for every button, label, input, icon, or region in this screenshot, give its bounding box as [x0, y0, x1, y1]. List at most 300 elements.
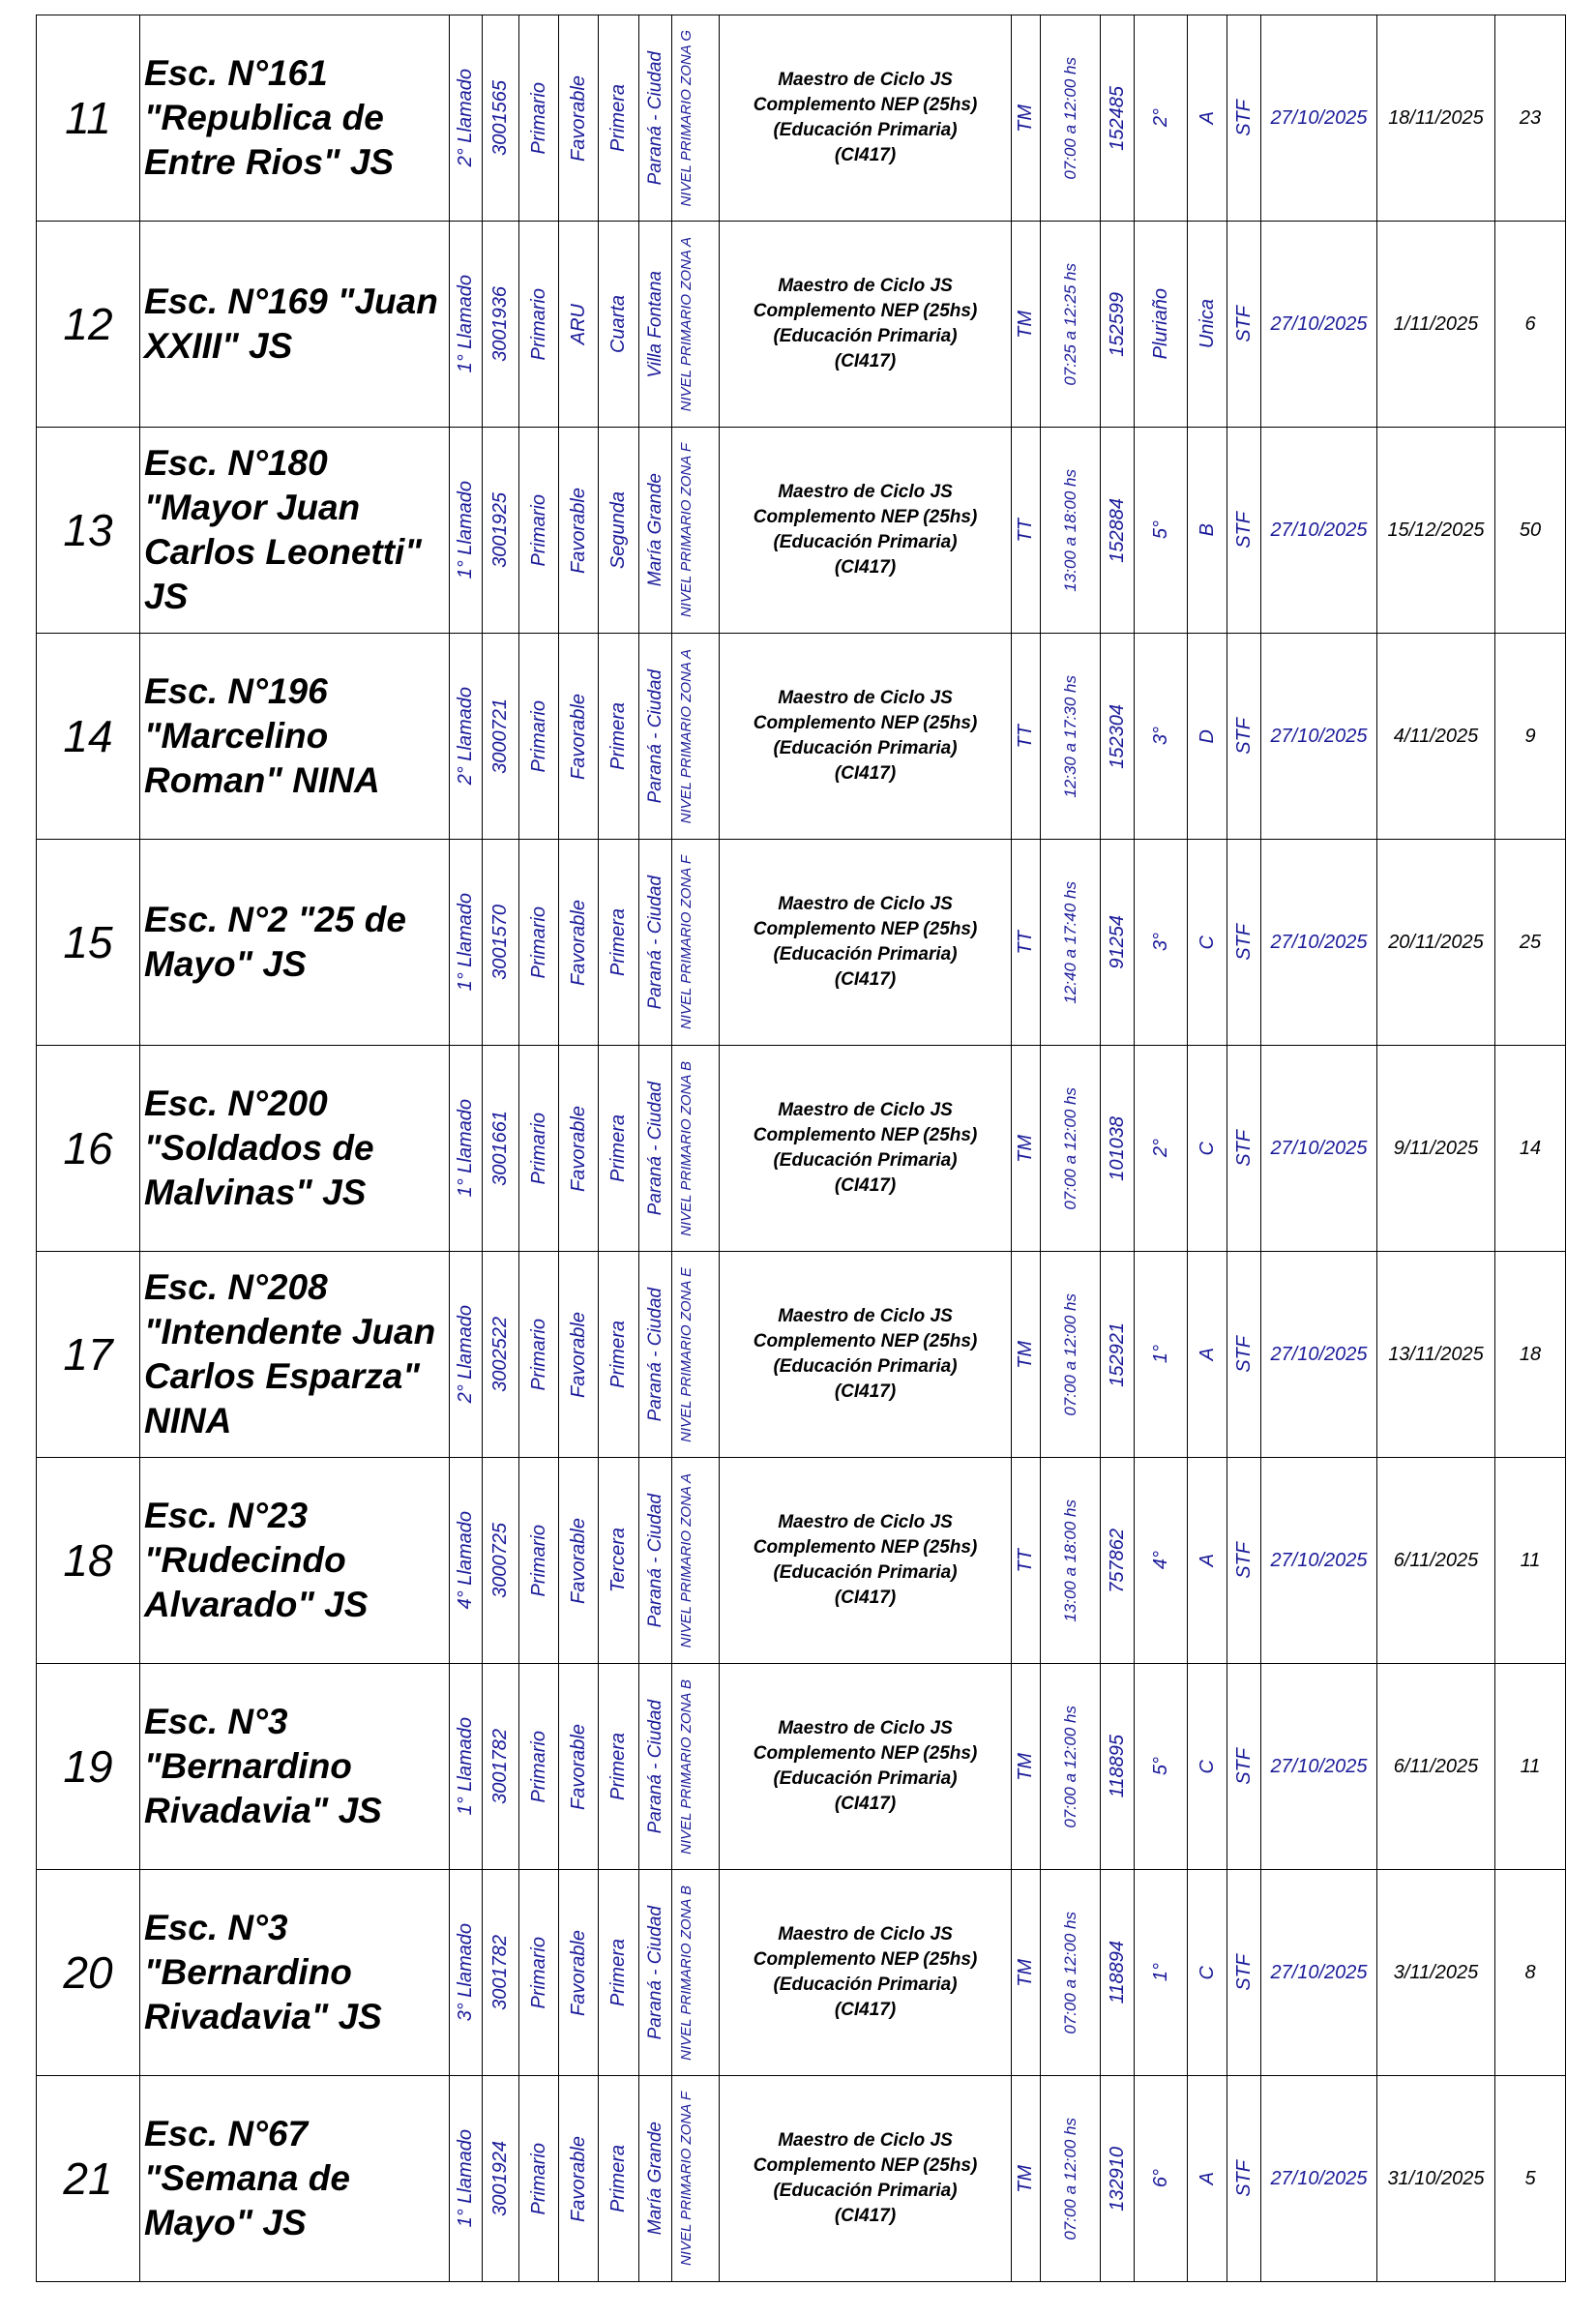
position-line: Complemento NEP (25hs) [753, 919, 978, 939]
schedule: 07:00 a 12:00 hs [1060, 1086, 1079, 1210]
cupof-cell [1101, 222, 1135, 428]
locality-cell [639, 634, 672, 840]
category-cell [599, 1046, 639, 1252]
start-date: 27/10/2025 [1261, 1664, 1377, 1870]
locality: Paraná - Ciudad [644, 50, 665, 186]
school-name: Esc. N°2 "25 de Mayo" JS [140, 840, 450, 1046]
call-number: 1° Llamado [455, 275, 476, 373]
position-line: (CI417) [834, 1381, 897, 1402]
schedule: 12:30 a 17:30 hs [1060, 674, 1079, 798]
level-cell [519, 15, 559, 222]
category-cell [599, 1458, 639, 1664]
level-cell [519, 1458, 559, 1664]
grade: 6° [1149, 2169, 1171, 2188]
call-number: 2° Llamado [455, 1305, 476, 1404]
position-line: (Educación Primaria) [773, 326, 958, 346]
locality-cell [639, 1870, 672, 2076]
category-cell [599, 1252, 639, 1458]
zone-type-cell [559, 840, 599, 1046]
call-cell [450, 2076, 483, 2282]
schedule: 07:00 a 12:00 hs [1060, 2117, 1079, 2241]
section-cell [1188, 2076, 1227, 2282]
section: A [1196, 1554, 1218, 1567]
grade-cell [1135, 1664, 1188, 1870]
character: STF [1232, 1954, 1255, 1991]
grade: 5° [1149, 1757, 1171, 1776]
supervision-cell [672, 15, 720, 222]
shift: TT [1015, 930, 1036, 955]
row-number: 17 [37, 1252, 140, 1458]
level-cell [519, 634, 559, 840]
position-cell [720, 1870, 1012, 2076]
school-code: 3001925 [489, 492, 511, 568]
schedule-cell [1041, 2076, 1101, 2282]
character-cell [1227, 1252, 1261, 1458]
school-name: Esc. N°161 "Republica de Entre Rios" JS [140, 15, 450, 222]
section-cell [1188, 1870, 1227, 2076]
call-cell [450, 1664, 483, 1870]
shift: TM [1015, 1752, 1036, 1781]
category: Primera [607, 907, 629, 976]
character-cell [1227, 428, 1261, 634]
days-count: 23 [1495, 15, 1566, 222]
end-date: 3/11/2025 [1377, 1870, 1495, 2076]
zone-type: Favorable [567, 2135, 589, 2222]
section: C [1196, 1759, 1218, 1774]
call-number: 4° Llamado [455, 1511, 476, 1610]
cupof: 152304 [1106, 703, 1128, 769]
school-code: 3001924 [489, 2141, 511, 2216]
grade: 3° [1149, 933, 1171, 952]
end-date: 13/11/2025 [1377, 1252, 1495, 1458]
schedule: 07:00 a 12:00 hs [1060, 1705, 1079, 1828]
locality: Villa Fontana [644, 270, 665, 378]
shift-cell [1012, 1046, 1041, 1252]
cupof: 152485 [1106, 85, 1128, 151]
supervision-cell [672, 634, 720, 840]
shift-cell [1012, 1870, 1041, 2076]
level-cell [519, 428, 559, 634]
position-line: Complemento NEP (25hs) [753, 507, 978, 527]
cupof: 757862 [1106, 1528, 1128, 1593]
vacancies-table [36, 15, 1566, 2282]
shift: TM [1015, 1340, 1036, 1369]
position-cell [720, 634, 1012, 840]
call-cell [450, 1458, 483, 1664]
section-cell [1188, 840, 1227, 1046]
character: STF [1232, 718, 1255, 755]
character: STF [1232, 1336, 1255, 1373]
school-code: 3001661 [489, 1111, 511, 1186]
level-cell [519, 1870, 559, 2076]
school-code: 3000725 [489, 1523, 511, 1598]
code-cell [483, 1046, 519, 1252]
code-cell [483, 1252, 519, 1458]
locality: Paraná - Ciudad [644, 875, 665, 1010]
character-cell [1227, 840, 1261, 1046]
end-date: 4/11/2025 [1377, 634, 1495, 840]
position-line: Maestro de Ciclo JS [778, 276, 953, 296]
table-row [37, 15, 1566, 222]
cupof-cell [1101, 1458, 1135, 1664]
grade-cell [1135, 15, 1188, 222]
position-line: (CI417) [834, 1175, 897, 1196]
supervision: NIVEL PRIMARIO ZONA F [678, 854, 695, 1030]
call-number: 2° Llamado [455, 69, 476, 167]
level: Primario [527, 1318, 549, 1391]
locality: María Grande [644, 473, 665, 587]
school-name: Esc. N°180 "Mayor Juan Carlos Leonetti" JS [140, 428, 450, 634]
supervision: NIVEL PRIMARIO ZONA B [678, 1678, 695, 1855]
cupof: 101038 [1106, 1115, 1128, 1181]
call-number: 2° Llamado [455, 687, 476, 786]
table-row [37, 840, 1566, 1046]
locality-cell [639, 840, 672, 1046]
level: Primario [527, 493, 549, 567]
zone-type: Favorable [567, 1105, 589, 1192]
supervision: NIVEL PRIMARIO ZONA E [678, 1266, 695, 1442]
character-cell [1227, 1046, 1261, 1252]
supervision-cell [672, 1252, 720, 1458]
call-cell [450, 222, 483, 428]
row-number: 20 [37, 1870, 140, 2076]
character: STF [1232, 512, 1255, 549]
position-line: Complemento NEP (25hs) [753, 1125, 978, 1145]
schedule: 13:00 a 18:00 hs [1060, 1499, 1079, 1622]
grade: 2° [1149, 1139, 1171, 1158]
position-cell [720, 1252, 1012, 1458]
position-line: Maestro de Ciclo JS [778, 1924, 953, 1945]
grade-cell [1135, 1870, 1188, 2076]
start-date: 27/10/2025 [1261, 2076, 1377, 2282]
code-cell [483, 634, 519, 840]
zone-type: Favorable [567, 693, 589, 780]
category: Primera [607, 1732, 629, 1800]
school-name: Esc. N°208 "Intendente Juan Carlos Esparza" NINA [140, 1252, 450, 1458]
zone-type-cell [559, 2076, 599, 2282]
position-line: (CI417) [834, 557, 897, 578]
call-cell [450, 1252, 483, 1458]
school-code: 3001565 [489, 80, 511, 156]
position-line: (Educación Primaria) [773, 1975, 958, 1995]
level-cell [519, 222, 559, 428]
section: C [1196, 935, 1218, 950]
grade-cell [1135, 840, 1188, 1046]
days-count: 6 [1495, 222, 1566, 428]
shift-cell [1012, 634, 1041, 840]
zone-type: Favorable [567, 1517, 589, 1604]
supervision-cell [672, 428, 720, 634]
category-cell [599, 15, 639, 222]
category-cell [599, 1870, 639, 2076]
schedule: 07:25 a 12:25 hs [1060, 262, 1079, 386]
category: Primera [607, 701, 629, 770]
position-line: Maestro de Ciclo JS [778, 1100, 953, 1120]
grade-cell [1135, 222, 1188, 428]
row-number: 18 [37, 1458, 140, 1664]
table-row [37, 1252, 1566, 1458]
position-line: (Educación Primaria) [773, 120, 958, 140]
zone-type: Favorable [567, 74, 589, 162]
call-number: 1° Llamado [455, 481, 476, 579]
locality-cell [639, 1046, 672, 1252]
shift-cell [1012, 222, 1041, 428]
code-cell [483, 1870, 519, 2076]
shift-cell [1012, 1252, 1041, 1458]
position-line: (Educación Primaria) [773, 1768, 958, 1789]
shift-cell [1012, 1664, 1041, 1870]
cupof-cell [1101, 1664, 1135, 1870]
cupof: 118895 [1106, 1735, 1128, 1798]
zone-type-cell [559, 1664, 599, 1870]
schedule: 13:00 a 18:00 hs [1060, 468, 1079, 592]
section-cell [1188, 15, 1227, 222]
section-cell [1188, 1046, 1227, 1252]
call-number: 3° Llamado [455, 1923, 476, 2022]
section-cell [1188, 634, 1227, 840]
row-number: 16 [37, 1046, 140, 1252]
category-cell [599, 222, 639, 428]
grade-cell [1135, 1046, 1188, 1252]
start-date: 27/10/2025 [1261, 1046, 1377, 1252]
start-date: 27/10/2025 [1261, 15, 1377, 222]
locality: Paraná - Ciudad [644, 668, 665, 804]
schedule-cell [1041, 840, 1101, 1046]
supervision-cell [672, 840, 720, 1046]
table-row [37, 634, 1566, 840]
position-cell [720, 2076, 1012, 2282]
locality-cell [639, 428, 672, 634]
zone-type-cell [559, 222, 599, 428]
cupof: 132910 [1106, 2146, 1128, 2212]
zone-type-cell [559, 1458, 599, 1664]
section: A [1196, 2172, 1218, 2185]
table-row [37, 1458, 1566, 1664]
position-line: (CI417) [834, 351, 897, 371]
call-number: 1° Llamado [455, 1099, 476, 1198]
schedule-cell [1041, 1664, 1101, 1870]
position-line: (CI417) [834, 145, 897, 165]
position-cell [720, 1046, 1012, 1252]
table-row [37, 2076, 1566, 2282]
position-line: (Educación Primaria) [773, 944, 958, 965]
schedule: 12:40 a 17:40 hs [1060, 880, 1079, 1004]
position-cell [720, 1458, 1012, 1664]
character-cell [1227, 222, 1261, 428]
position-line: (Educación Primaria) [773, 2181, 958, 2201]
end-date: 18/11/2025 [1377, 15, 1495, 222]
cupof-cell [1101, 15, 1135, 222]
category: Primera [607, 1320, 629, 1388]
supervision-cell [672, 222, 720, 428]
locality-cell [639, 222, 672, 428]
shift-cell [1012, 428, 1041, 634]
locality: Paraná - Ciudad [644, 1493, 665, 1628]
school-name: Esc. N°3 "Bernardino Rivadavia" JS [140, 1870, 450, 2076]
end-date: 20/11/2025 [1377, 840, 1495, 1046]
locality-cell [639, 1458, 672, 1664]
character: STF [1232, 1130, 1255, 1167]
category-cell [599, 840, 639, 1046]
start-date: 27/10/2025 [1261, 428, 1377, 634]
category-cell [599, 1664, 639, 1870]
position-line: Complemento NEP (25hs) [753, 1331, 978, 1351]
locality: María Grande [644, 2122, 665, 2236]
position-line: Complemento NEP (25hs) [753, 1537, 978, 1558]
shift: TT [1015, 724, 1036, 749]
level: Primario [527, 699, 549, 773]
category-cell [599, 634, 639, 840]
position-line: (CI417) [834, 2206, 897, 2226]
position-line: (CI417) [834, 763, 897, 784]
schedule-cell [1041, 428, 1101, 634]
position-line: (Educación Primaria) [773, 1356, 958, 1377]
category: Cuarta [607, 294, 629, 354]
level: Primario [527, 1524, 549, 1597]
zone-type: Favorable [567, 487, 589, 574]
position-line: Complemento NEP (25hs) [753, 713, 978, 733]
position-cell [720, 840, 1012, 1046]
locality: Paraná - Ciudad [644, 1081, 665, 1216]
category-cell [599, 2076, 639, 2282]
level: Primario [527, 1112, 549, 1185]
school-code: 3001570 [489, 905, 511, 980]
end-date: 9/11/2025 [1377, 1046, 1495, 1252]
section-cell [1188, 1664, 1227, 1870]
locality: Paraná - Ciudad [644, 1699, 665, 1834]
row-number: 11 [37, 15, 140, 222]
supervision: NIVEL PRIMARIO ZONA A [678, 1472, 695, 1648]
school-name: Esc. N°200 "Soldados de Malvinas" JS [140, 1046, 450, 1252]
grade-cell [1135, 1252, 1188, 1458]
position-cell [720, 15, 1012, 222]
grade: 4° [1149, 1551, 1171, 1570]
end-date: 15/12/2025 [1377, 428, 1495, 634]
table-row [37, 1870, 1566, 2076]
character-cell [1227, 15, 1261, 222]
supervision: NIVEL PRIMARIO ZONA A [678, 648, 695, 824]
supervision: NIVEL PRIMARIO ZONA F [678, 2091, 695, 2267]
zone-type-cell [559, 1046, 599, 1252]
character-cell [1227, 1458, 1261, 1664]
zone-type-cell [559, 634, 599, 840]
supervision-cell [672, 1458, 720, 1664]
section: B [1196, 523, 1218, 537]
zone-type-cell [559, 1870, 599, 2076]
school-code: 3001936 [489, 286, 511, 362]
character: STF [1232, 1748, 1255, 1785]
position-line: Maestro de Ciclo JS [778, 70, 953, 90]
grade: Pluriaño [1149, 288, 1171, 360]
grade-cell [1135, 2076, 1188, 2282]
supervision-cell [672, 1046, 720, 1252]
grade: 1° [1149, 1345, 1171, 1364]
shift: TT [1015, 518, 1036, 543]
locality: Paraná - Ciudad [644, 1905, 665, 2040]
schedule-cell [1041, 1458, 1101, 1664]
character-cell [1227, 634, 1261, 840]
position-line: (CI417) [834, 969, 897, 990]
level: Primario [527, 287, 549, 361]
locality: Paraná - Ciudad [644, 1287, 665, 1422]
schedule: 07:00 a 12:00 hs [1060, 1292, 1079, 1416]
supervision: NIVEL PRIMARIO ZONA F [678, 442, 695, 618]
call-cell [450, 15, 483, 222]
shift: TM [1015, 1134, 1036, 1163]
supervision: NIVEL PRIMARIO ZONA B [678, 1060, 695, 1236]
schedule-cell [1041, 1046, 1101, 1252]
end-date: 31/10/2025 [1377, 2076, 1495, 2282]
row-number: 14 [37, 634, 140, 840]
category: Segunda [607, 490, 629, 570]
grade: 5° [1149, 520, 1171, 540]
position-line: (Educación Primaria) [773, 1562, 958, 1583]
row-number: 13 [37, 428, 140, 634]
level-cell [519, 840, 559, 1046]
position-line: (CI417) [834, 1794, 897, 1814]
grade-cell [1135, 428, 1188, 634]
character: STF [1232, 924, 1255, 961]
call-cell [450, 428, 483, 634]
level-cell [519, 2076, 559, 2282]
zone-type: Favorable [567, 899, 589, 986]
days-count: 14 [1495, 1046, 1566, 1252]
section: C [1196, 1141, 1218, 1156]
days-count: 25 [1495, 840, 1566, 1046]
cupof-cell [1101, 634, 1135, 840]
level: Primario [527, 906, 549, 979]
table-row [37, 428, 1566, 634]
supervision-cell [672, 2076, 720, 2282]
section: A [1196, 111, 1218, 125]
position-line: Complemento NEP (25hs) [753, 1743, 978, 1764]
shift: TM [1015, 310, 1036, 339]
call-number: 1° Llamado [455, 893, 476, 992]
cupof-cell [1101, 1046, 1135, 1252]
position-line: (CI417) [834, 1588, 897, 1608]
position-line: Maestro de Ciclo JS [778, 688, 953, 708]
character: STF [1232, 306, 1255, 342]
character: STF [1232, 100, 1255, 136]
grade-cell [1135, 634, 1188, 840]
call-number: 1° Llamado [455, 1717, 476, 1816]
position-line: Maestro de Ciclo JS [778, 894, 953, 914]
cupof: 91254 [1106, 915, 1128, 969]
locality-cell [639, 15, 672, 222]
start-date: 27/10/2025 [1261, 840, 1377, 1046]
section: Unica [1196, 299, 1218, 349]
category: Primera [607, 1113, 629, 1182]
level-cell [519, 1252, 559, 1458]
character-cell [1227, 2076, 1261, 2282]
cupof: 152599 [1106, 291, 1128, 357]
locality-cell [639, 2076, 672, 2282]
shift-cell [1012, 1458, 1041, 1664]
section: A [1196, 1348, 1218, 1361]
schedule-cell [1041, 15, 1101, 222]
call-cell [450, 1870, 483, 2076]
category: Primera [607, 83, 629, 152]
schedule-cell [1041, 1252, 1101, 1458]
shift-cell [1012, 840, 1041, 1046]
position-cell [720, 428, 1012, 634]
code-cell [483, 428, 519, 634]
call-number: 1° Llamado [455, 2129, 476, 2228]
cupof-cell [1101, 2076, 1135, 2282]
code-cell [483, 2076, 519, 2282]
zone-type: Favorable [567, 1723, 589, 1810]
position-line: (Educación Primaria) [773, 532, 958, 552]
